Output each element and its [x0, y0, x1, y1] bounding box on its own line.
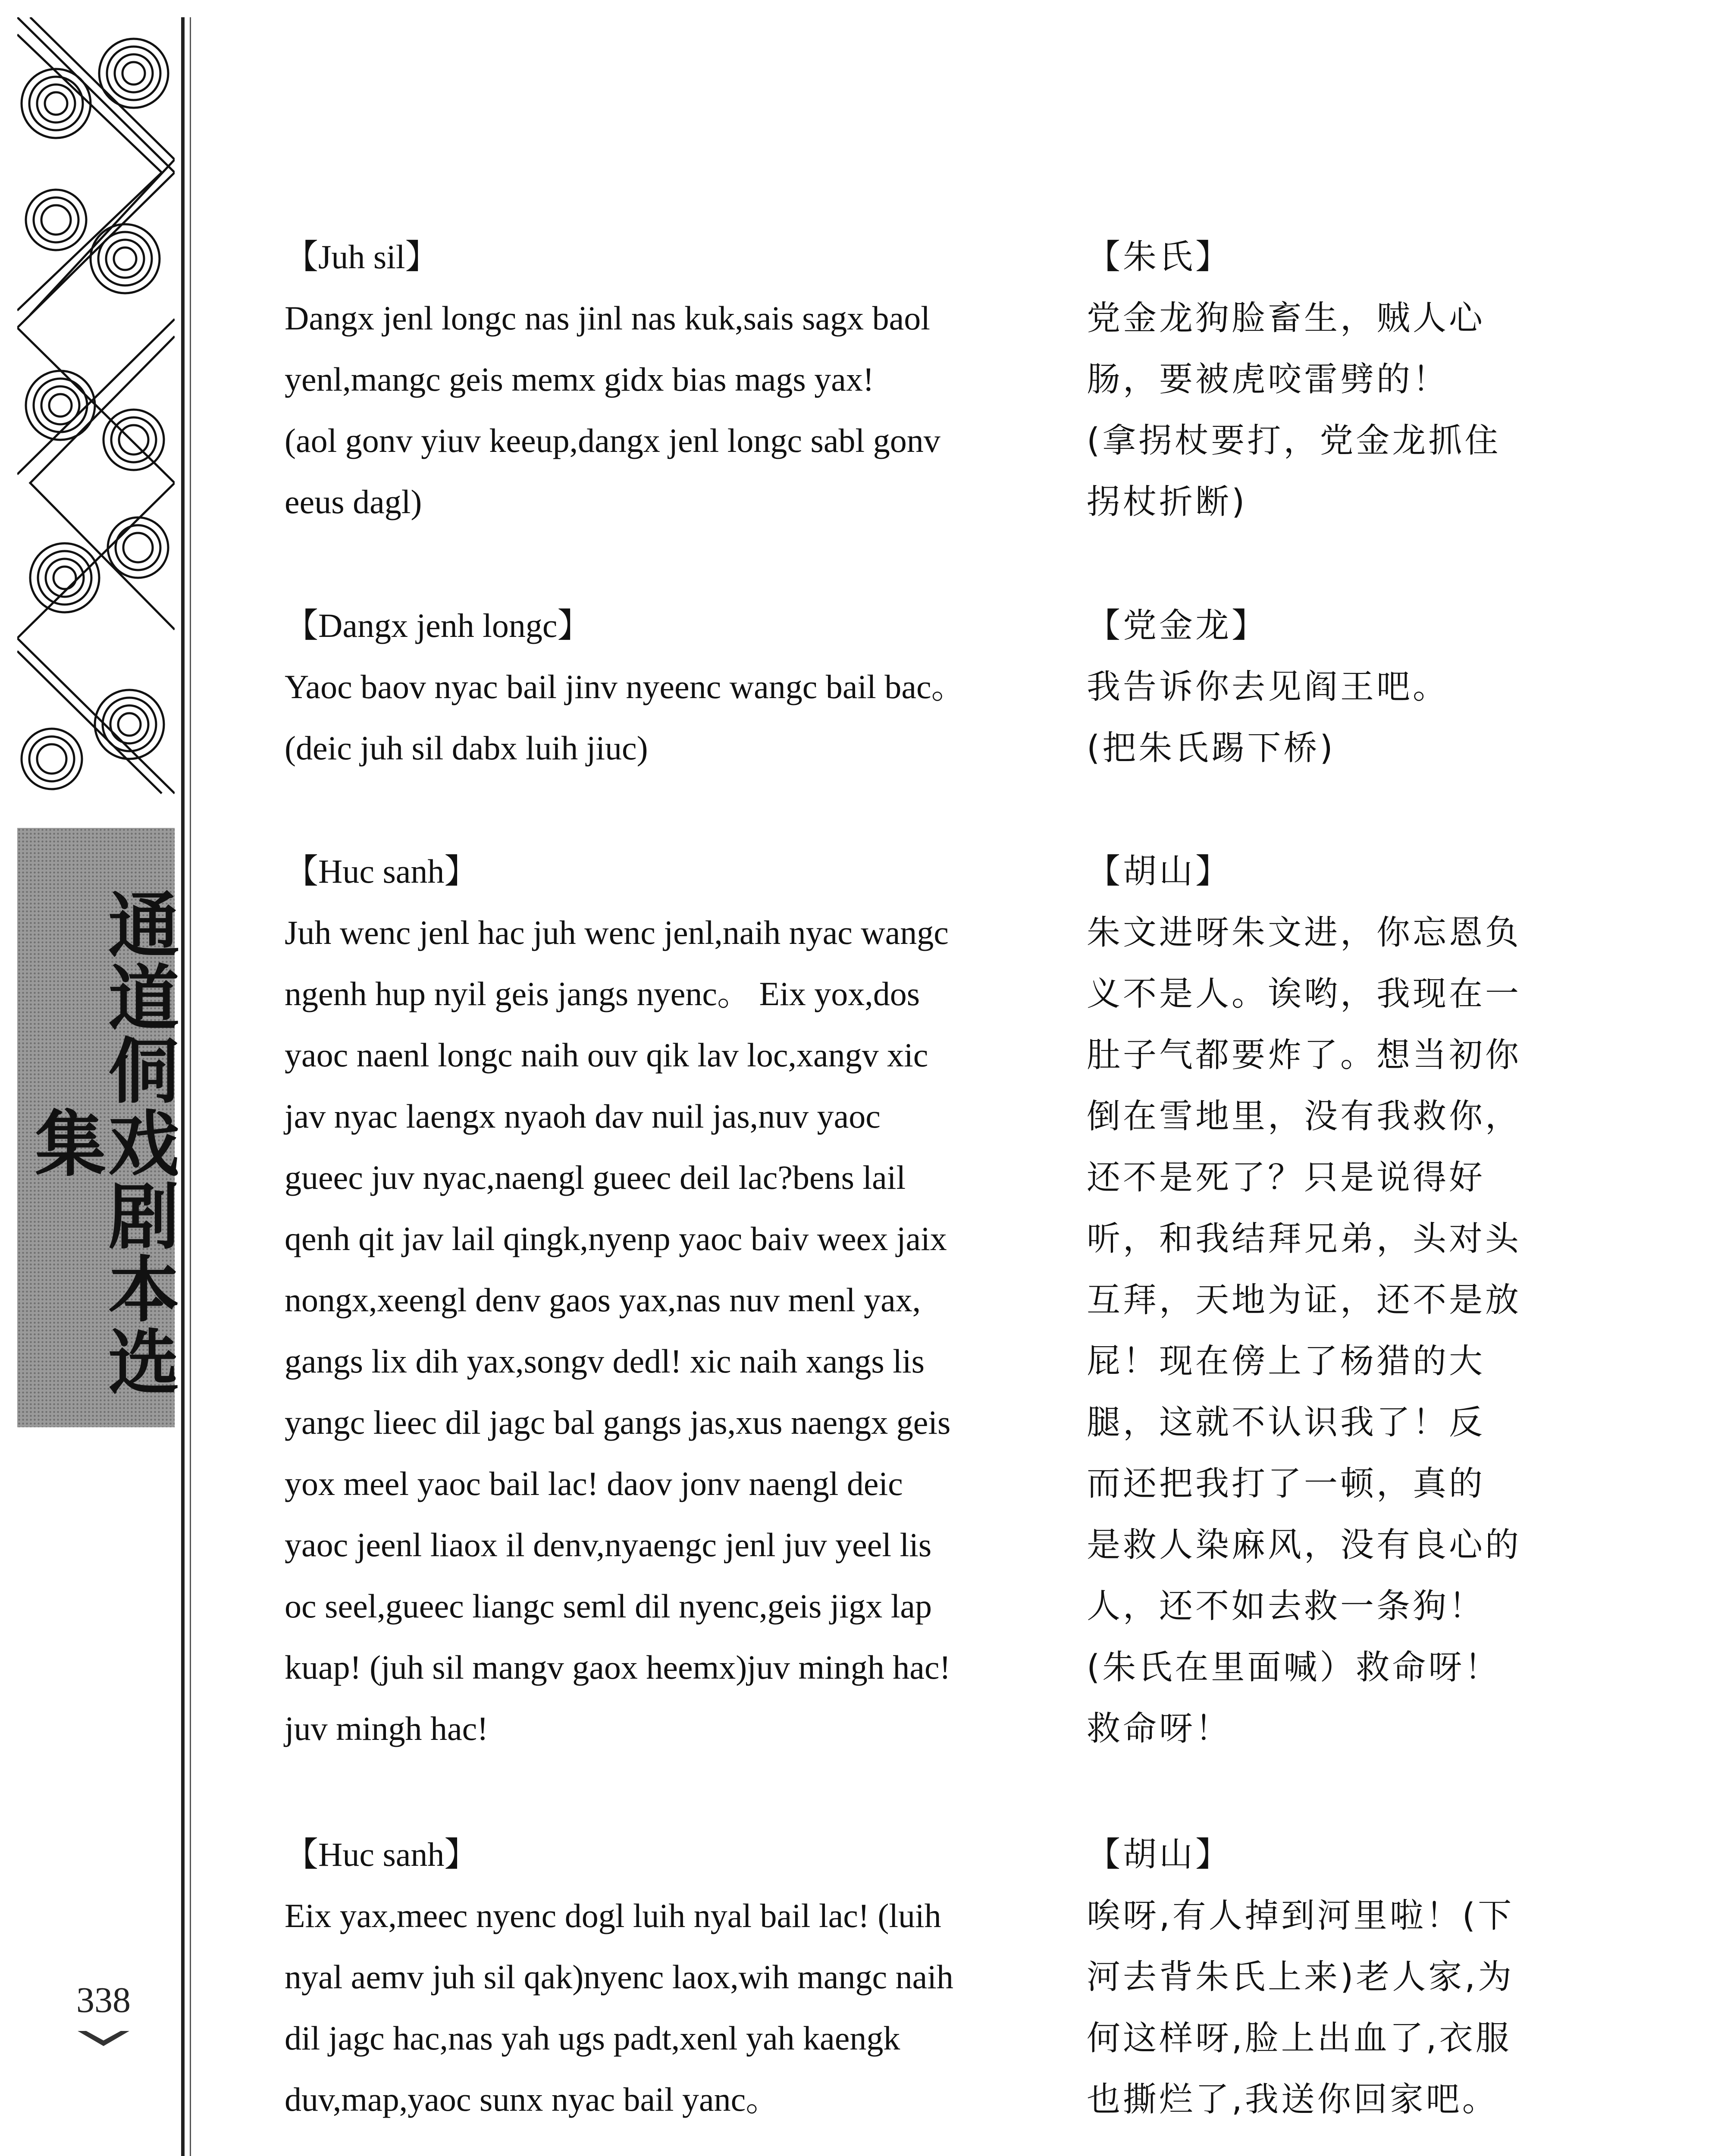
- text-line: 是救人染麻风，没有良心的: [1087, 1526, 1522, 1564]
- text-line: 肚子气都要炸了。想当初你: [1087, 1036, 1522, 1075]
- text-line: 屁！现在傍上了杨猎的大: [1087, 1342, 1486, 1381]
- text-line: oc seel,gueec liangc seml dil nyenc,geis jigx lap: [285, 1587, 932, 1625]
- text-line: 人，还不如去救一条狗！: [1087, 1587, 1486, 1626]
- page-number: 338: [76, 1980, 131, 2020]
- text-line: jav nyac laengx nyaoh dav nuil jas,nuv yaoc: [285, 1097, 881, 1135]
- text-line: 我告诉你去见阎王吧。: [1087, 667, 1449, 706]
- text-line: 何这样呀,脸上出血了,衣服: [1087, 2019, 1512, 2058]
- speaker-label: 【朱氏】: [1087, 238, 1232, 276]
- text-line: 而还把我打了一顿，真的: [1087, 1464, 1486, 1503]
- page-margin: [17, 17, 179, 2156]
- speaker-label: 【Juh sil】: [285, 238, 439, 276]
- text-line: 听，和我结拜兄弟，头对头: [1087, 1219, 1522, 1258]
- text-line: Yaoc baov nyac bail jinv nyeenc wangc bail bac。: [285, 668, 965, 705]
- decorative-wave-pattern: [17, 17, 175, 828]
- text-line: (deic juh sil dabx luih jiuc): [285, 729, 648, 767]
- text-line: juv mingh hac!: [285, 1710, 489, 1747]
- speaker-label: 【Huc sanh】: [285, 852, 478, 890]
- speaker-label: 【胡山】: [1087, 852, 1232, 891]
- text-line: 义不是人。诶哟，我现在一: [1087, 975, 1522, 1013]
- text-line: (aol gonv yiuv keeup,dangx jenl longc sabl gonv: [285, 422, 940, 459]
- block-3-roman: [285, 841, 1044, 1759]
- block-1-chinese: [1087, 226, 1552, 533]
- text-line: yenl,mangc geis memx gidx bias mags yax!: [285, 360, 874, 398]
- block-1-roman: [285, 226, 1044, 533]
- text-line: yaoc naenl longc naih ouv qik lav loc,xangv xic: [285, 1036, 928, 1074]
- block-4-chinese: [1087, 1824, 1552, 2130]
- text-line: 还不是死了？只是说得好: [1087, 1158, 1486, 1197]
- text-line: (朱氏在里面喊）救命呀！: [1087, 1648, 1501, 1687]
- text-line: 腿，这就不认识我了！反: [1087, 1403, 1486, 1442]
- speaker-label: 【Huc sanh】: [285, 1836, 478, 1873]
- speaker-label: 【党金龙】: [1087, 606, 1268, 645]
- block-2-roman: [285, 595, 1044, 779]
- text-line: Juh wenc jenl hac juh wenc jenl,naih nyac wangc: [285, 914, 949, 951]
- text-line: Eix yax,meec nyenc dogl luih nyal bail lac! (luih: [285, 1897, 941, 1934]
- text-line: nyal aemv juh sil qak)nyenc laox,wih mangc naih: [285, 1958, 953, 1996]
- speaker-label: 【Dangx jenh longc】: [285, 607, 591, 644]
- text-line: 肠，要被虎咬雷劈的！: [1087, 360, 1449, 399]
- text-line: 河去背朱氏上来)老人家,为: [1087, 1958, 1514, 1996]
- text-line: qenh qit jav lail qingk,nyenp yaoc baiv weex jaix: [285, 1220, 947, 1257]
- text-line: yangc lieec dil jagc bal gangs jas,xus naengx geis: [285, 1404, 951, 1441]
- text-line: 也撕烂了,我送你回家吧。: [1087, 2080, 1498, 2119]
- book-title: 通道侗戏剧本选集: [23, 887, 179, 1398]
- text-line: kuap! (juh sil mangv gaox heemx)juv mingh hac!: [285, 1648, 951, 1686]
- text-line: ngenh hup nyil geis jangs nyenc。 Eix yox,dos: [285, 975, 920, 1012]
- page-ornament-icon: [78, 2027, 129, 2048]
- text-line: gangs lix dih yax,songv dedl! xic naih xangs lis: [285, 1342, 925, 1380]
- text-line: yox meel yaoc bail lac! daov jonv naengl deic: [285, 1465, 903, 1502]
- text-line: 党金龙狗脸畜生，贼人心: [1087, 299, 1486, 338]
- text-line: 互拜，天地为证，还不是放: [1087, 1281, 1522, 1319]
- text-line: (拿拐杖要打，党金龙抓住: [1087, 421, 1501, 460]
- text-line: duv,map,yaoc sunx nyac bail yanc。: [285, 2081, 780, 2118]
- text-line: 拐杖折断): [1087, 483, 1248, 521]
- text-line: 救命呀！: [1087, 1709, 1232, 1748]
- text-line: Dangx jenl longc nas jinl nas kuk,sais sagx baol: [285, 299, 930, 337]
- text-line: 朱文进呀朱文进，你忘恩负: [1087, 913, 1522, 952]
- speaker-label: 【胡山】: [1087, 1835, 1232, 1874]
- text-line: 唉呀,有人掉到河里啦！(下: [1087, 1896, 1514, 1935]
- text-line: 倒在雪地里，没有我救你，: [1087, 1097, 1522, 1136]
- block-4-roman: [285, 1824, 1044, 2130]
- text-line: nongx,xeengl denv gaos yax,nas nuv menl yax,: [285, 1281, 921, 1319]
- text-line: eeus dagl): [285, 483, 422, 520]
- block-3-chinese: [1087, 841, 1552, 1759]
- text-line: gueec juv nyac,naengl gueec deil lac?bens lail: [285, 1159, 906, 1196]
- text-line: yaoc jeenl liaox il denv,nyaengc jenl juv yeel lis: [285, 1526, 932, 1564]
- margin-divider-thin: [190, 17, 191, 2156]
- block-2-chinese: [1087, 595, 1552, 779]
- margin-divider: [181, 17, 185, 2156]
- book-title-band: [17, 828, 179, 1427]
- text-line: (把朱氏踢下桥): [1087, 729, 1335, 768]
- text-line: dil jagc hac,nas yah ugs padt,xenl yah kaengk: [285, 2019, 900, 2057]
